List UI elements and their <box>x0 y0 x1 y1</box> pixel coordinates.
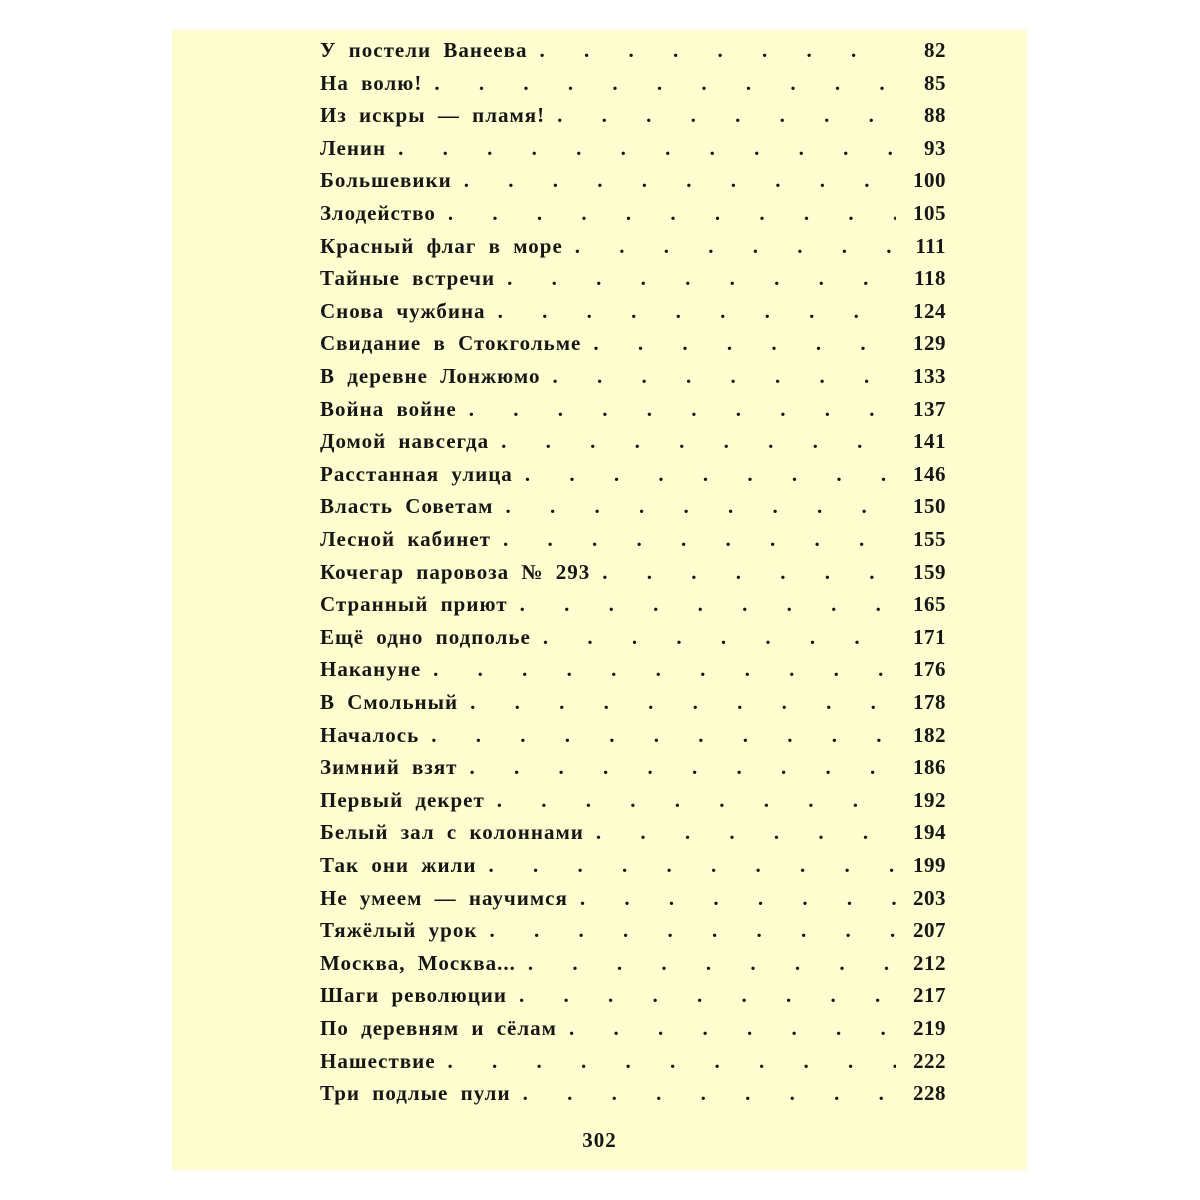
toc-entry <box>320 845 946 877</box>
toc-leader-dots <box>419 723 896 747</box>
book-page <box>172 30 1027 1170</box>
toc-leader-dots <box>507 983 896 1007</box>
toc-leader-dots <box>540 364 896 388</box>
toc-entry <box>320 715 946 747</box>
toc-entry <box>320 95 946 127</box>
toc-leader-dots <box>590 560 896 584</box>
toc-leader-dots <box>458 690 896 714</box>
toc-entry-title: Свидание в Стокгольме <box>320 331 582 356</box>
toc-leader-dots <box>495 266 896 290</box>
toc-entry <box>320 389 946 421</box>
toc-entry-page: 212 <box>913 950 946 975</box>
toc-entry <box>320 812 946 844</box>
toc-leader-dots <box>491 527 896 551</box>
toc-entry-title: Тайные встречи <box>320 266 496 291</box>
toc-entry <box>320 682 946 714</box>
toc-entry-page: 105 <box>913 201 946 225</box>
toc-leader-dots <box>557 1016 896 1040</box>
toc-entry <box>320 747 946 779</box>
toc-entry-title: Большевики <box>320 168 452 193</box>
toc-entry <box>320 128 946 160</box>
toc-entry-page: 219 <box>913 1016 946 1040</box>
toc-leader-dots <box>422 71 896 95</box>
toc-entry <box>320 943 946 975</box>
toc-entry-title: Так они жили <box>320 853 477 877</box>
toc-leader-dots <box>563 234 896 258</box>
toc-entry-page: 203 <box>913 885 946 910</box>
toc-entry <box>320 486 946 518</box>
toc-entry-page: 150 <box>913 494 946 519</box>
toc-entry-page: 129 <box>913 331 946 356</box>
toc-leader-dots <box>486 299 896 323</box>
toc-entry-title: Война войне <box>320 396 457 421</box>
toc-entry <box>320 1041 946 1073</box>
toc-entry-title: На волю! <box>320 70 423 95</box>
toc-entry-page: 228 <box>913 1081 946 1106</box>
toc-entry-title: Накануне <box>320 657 422 682</box>
toc-entry <box>320 258 946 290</box>
toc-entry-page: 159 <box>913 559 946 584</box>
toc-entry-title: Домой навсегда <box>320 429 490 454</box>
toc-entry-page: 137 <box>913 396 946 421</box>
toc-entry <box>320 291 946 323</box>
toc-entry-title: Не умеем — научимся <box>320 885 568 910</box>
toc-entry-title: Расстанная улица <box>320 461 513 486</box>
toc-entry-page: 199 <box>913 853 946 877</box>
toc-entry <box>320 975 946 1007</box>
toc-entry <box>320 421 946 453</box>
toc-entry-page: 186 <box>913 755 946 780</box>
toc-entry <box>320 519 946 551</box>
toc-entry-page: 165 <box>913 592 946 617</box>
toc-entry-title: Ленин <box>320 135 387 160</box>
toc-entry-title: Странный приют <box>320 592 508 617</box>
toc-entry-title: В Смольный <box>320 690 459 714</box>
toc-entry-title: У постели Ванеева <box>320 38 528 62</box>
toc-entry-title: Шаги революции <box>320 983 507 1008</box>
toc-entry <box>320 63 946 95</box>
toc-entry-page: 124 <box>913 298 946 323</box>
toc-entry-page: 93 <box>924 135 946 160</box>
toc-leader-dots <box>508 592 896 616</box>
toc-entry-page: 141 <box>913 429 946 454</box>
toc-entry-page: 176 <box>913 657 946 682</box>
toc-entry <box>320 552 946 584</box>
toc-leader-dots <box>545 103 896 127</box>
toc-leader-dots <box>457 397 896 421</box>
toc-leader-dots <box>477 853 897 877</box>
toc-entry-page: 133 <box>913 364 946 388</box>
toc-entry-page: 100 <box>913 168 946 193</box>
toc-leader-dots <box>568 886 896 910</box>
toc-entry-page: 207 <box>913 918 946 943</box>
toc-entry-title: Снова чужбина <box>320 298 486 323</box>
toc-entry <box>320 780 946 812</box>
toc-leader-dots <box>452 168 896 192</box>
toc-leader-dots <box>493 494 896 518</box>
toc-entry-page: 194 <box>913 820 946 845</box>
toc-entry-page: 171 <box>913 624 946 649</box>
toc-leader-dots <box>584 820 896 844</box>
toc-leader-dots <box>458 755 897 779</box>
toc-entry-title: Три подлые пули <box>320 1081 511 1106</box>
toc-leader-dots <box>489 429 896 453</box>
toc-leader-dots <box>581 331 896 355</box>
toc-entry-title: Лесной кабинет <box>320 527 491 551</box>
toc-entry-title: Началось <box>320 722 420 747</box>
toc-entry-title: В деревне Лонжюмо <box>320 364 541 388</box>
toc-entry-title: Злодейство <box>320 201 436 225</box>
toc-entry-page: 192 <box>913 787 946 812</box>
toc-entry-title: Нашествие <box>320 1048 436 1073</box>
toc-entry <box>320 1008 946 1040</box>
toc-entry <box>320 30 946 62</box>
toc-entry <box>320 617 946 649</box>
toc-leader-dots <box>513 462 896 486</box>
toc-entry-title: Первый декрет <box>320 787 485 812</box>
toc-entry-page: 82 <box>924 38 946 62</box>
toc-entry-page: 222 <box>913 1048 946 1073</box>
toc-entry-title: Зимний взят <box>320 755 458 780</box>
toc-leader-dots <box>516 951 896 975</box>
toc-entry-title: Власть Советам <box>320 494 494 519</box>
toc-leader-dots <box>527 38 896 62</box>
toc-entry-page: 111 <box>915 233 946 258</box>
toc-entry <box>320 878 946 910</box>
toc-entry-title: Белый зал с колоннами <box>320 820 584 845</box>
toc-entry <box>320 193 946 225</box>
toc-leader-dots <box>386 136 896 160</box>
toc-entry-title: Тяжёлый урок <box>320 918 478 943</box>
toc-entry-title: Кочегар паровоза № 293 <box>320 559 591 584</box>
toc-entry <box>320 1073 946 1105</box>
toc-leader-dots <box>436 1049 896 1073</box>
toc-entry-title: Из искры — пламя! <box>320 103 546 128</box>
toc-leader-dots <box>477 918 896 942</box>
toc-entry <box>320 226 946 258</box>
toc-entry <box>320 356 946 388</box>
toc-entry-page: 182 <box>913 722 946 747</box>
toc-entry-title: Красный флаг в море <box>320 233 563 258</box>
toc-entry <box>320 454 946 486</box>
toc-entry-page: 118 <box>914 266 946 291</box>
toc-entry-title: Москва, Москва... <box>320 950 516 975</box>
toc-entry <box>320 323 946 355</box>
toc-entry-page: 88 <box>924 103 946 128</box>
toc-leader-dots <box>531 625 896 649</box>
toc-entry-title: По деревням и сёлам <box>320 1016 557 1040</box>
toc-leader-dots <box>511 1081 896 1105</box>
toc-entry <box>320 584 946 616</box>
toc-entry-page: 85 <box>924 70 946 95</box>
toc-entry-page: 217 <box>913 983 946 1008</box>
toc-entry <box>320 910 946 942</box>
toc-leader-dots <box>485 788 896 812</box>
toc-entry-page: 178 <box>913 690 946 714</box>
toc-entry-page: 146 <box>913 461 946 486</box>
toc-leader-dots <box>436 201 896 225</box>
toc-entry <box>320 649 946 681</box>
toc-entry-page: 155 <box>913 527 946 551</box>
toc-leader-dots <box>421 657 896 681</box>
page-number: 302 <box>582 1128 617 1152</box>
toc-entry-title: Ещё одно подполье <box>320 624 531 649</box>
toc-entry <box>320 160 946 192</box>
